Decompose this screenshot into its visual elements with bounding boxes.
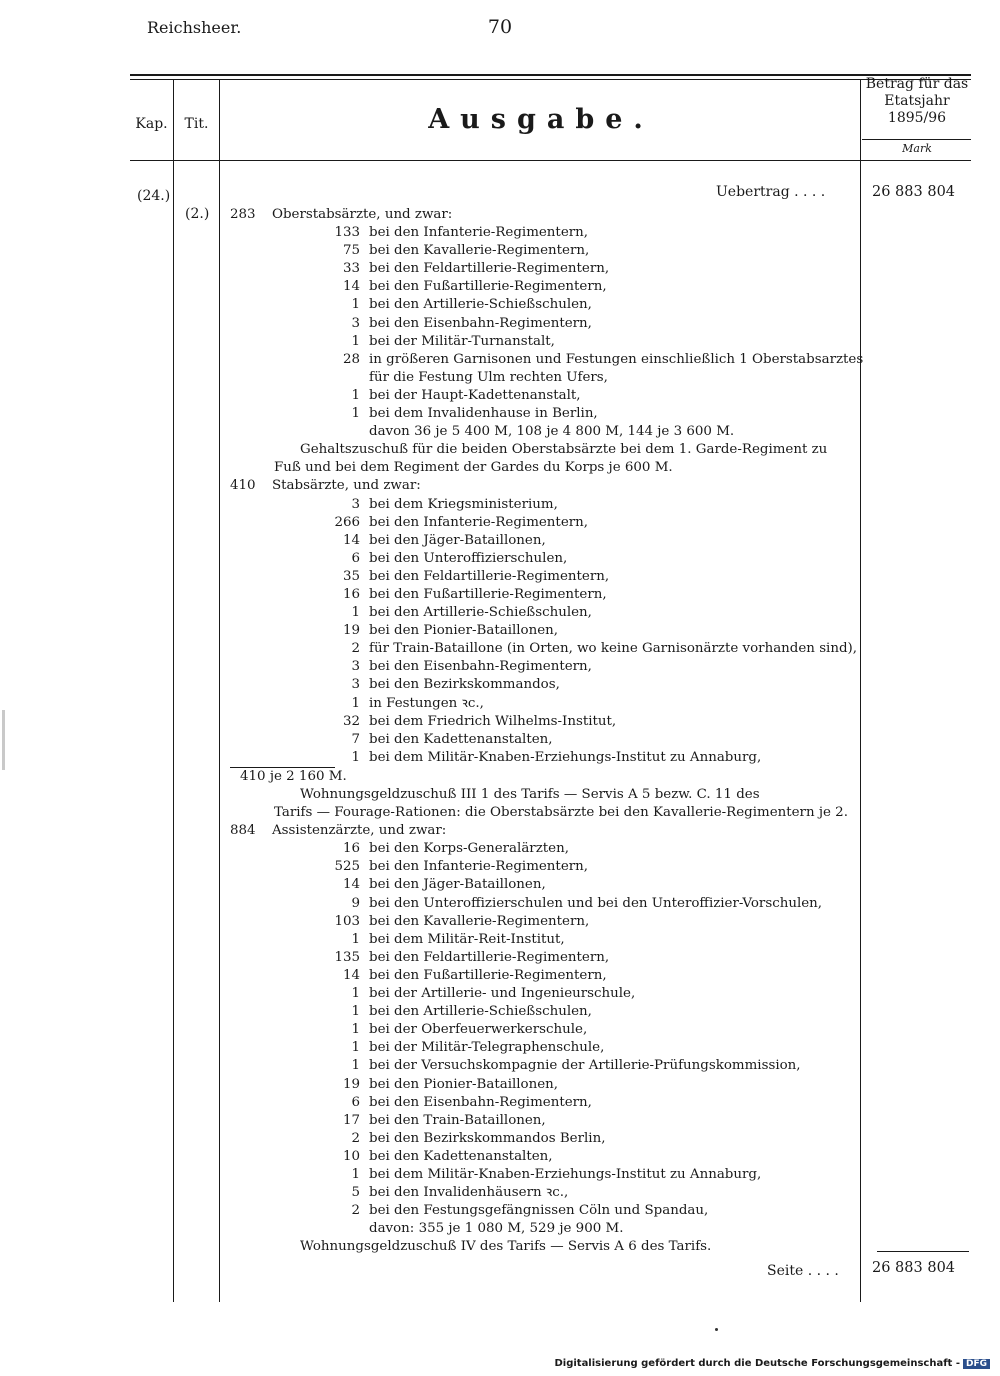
list-item xyxy=(230,713,858,731)
item-text: Assistenzärzte, und zwar: xyxy=(272,823,447,839)
note-line: Wohnungsgeldzuschuß III 1 des Tarifs — Servis A 5 bezw. C. 11 des xyxy=(300,787,760,802)
item-text: bei den Festungsgefängnissen Cöln und Spandau, xyxy=(369,1203,709,1219)
item-text: Oberstabsärzte, und zwar: xyxy=(272,207,453,222)
item-text: bei den Feldartillerie-Regimentern, xyxy=(369,949,610,965)
betrag-unit-rule xyxy=(862,139,971,140)
list-item xyxy=(230,315,858,333)
item-count: 9 xyxy=(351,895,360,911)
item-text: bei den Fußartillerie-Regimentern, xyxy=(369,967,607,983)
item-count: 10 xyxy=(342,1148,360,1164)
expenditure-list xyxy=(230,206,864,1256)
item-count: 1 xyxy=(351,333,360,349)
list-item xyxy=(230,260,858,278)
kap-column-divider xyxy=(173,80,174,1302)
item-text: bei der Militär-Turnanstalt, xyxy=(369,333,555,349)
item-text: bei dem Kriegsministerium, xyxy=(369,496,558,512)
scan-dot xyxy=(715,1328,718,1331)
item-count: 1 xyxy=(351,605,360,621)
continuation-line: davon 36 je 5 400 M, 108 je 4 800 M, 144 je 3 600 M. xyxy=(369,424,735,440)
top-rule-thick xyxy=(130,74,971,76)
list-item xyxy=(230,586,858,604)
continuation-line: davon: 355 je 1 080 M, 529 je 900 M. xyxy=(369,1221,624,1237)
item-text: bei der Militär-Telegraphenschule, xyxy=(369,1040,605,1056)
list-item xyxy=(230,1202,858,1220)
list-item xyxy=(230,405,858,423)
item-text: bei den Eisenbahn-Regimentern, xyxy=(369,659,592,675)
list-item xyxy=(230,913,858,931)
item-count: 525 xyxy=(334,859,360,875)
item-count: 6 xyxy=(351,550,360,566)
list-item xyxy=(230,949,858,967)
betrag-column-heading: Betrag für das Etatsjahr 1895/96 xyxy=(865,76,969,126)
item-text: bei der Haupt-Kadettenanstalt, xyxy=(369,387,581,403)
list-item xyxy=(230,640,858,658)
item-count: 7 xyxy=(351,731,360,747)
item-text: bei den Train-Bataillonen, xyxy=(369,1112,546,1128)
item-text: bei den Infanterie-Regimentern, xyxy=(369,225,589,241)
list-item xyxy=(230,278,858,296)
list-item xyxy=(230,1057,858,1075)
item-text: bei der Versuchskompagnie der Artillerie-Prüfungskommission, xyxy=(369,1058,801,1074)
item-count: 19 xyxy=(342,1076,360,1092)
item-count: 103 xyxy=(334,913,360,929)
item-count: 33 xyxy=(342,261,360,277)
uebertrag-amount: 26 883 804 xyxy=(872,184,956,200)
item-count: 14 xyxy=(342,967,360,983)
item-text: bei dem Friedrich Wilhelms-Institut, xyxy=(369,713,617,729)
list-item xyxy=(230,695,858,713)
kap-column-heading: Kap. xyxy=(135,116,168,132)
item-text: Stabsärzte, und zwar: xyxy=(272,478,421,494)
sum-line: 410 je 2 160 M. xyxy=(230,767,335,786)
item-count: 1 xyxy=(351,986,360,1002)
kap-number: (24.) xyxy=(137,188,171,204)
list-item xyxy=(230,550,858,568)
list-item xyxy=(230,931,858,949)
item-count: 28 xyxy=(342,351,360,367)
item-count: 1 xyxy=(351,297,360,313)
item-count: 1 xyxy=(351,1040,360,1056)
item-count: 75 xyxy=(342,243,360,259)
item-text: bei den Invalidenhäusern ꝛc., xyxy=(369,1185,569,1201)
list-item xyxy=(230,568,858,586)
item-text: bei den Fußartillerie-Regimentern, xyxy=(369,586,607,602)
item-text: bei den Pionier-Bataillonen, xyxy=(369,1076,559,1092)
list-item xyxy=(230,676,858,694)
tit-column-heading: Tit. xyxy=(184,116,209,132)
page-title: Ausgabe. xyxy=(428,104,654,135)
item-count: 1 xyxy=(351,1058,360,1074)
header-bottom-rule xyxy=(130,160,971,161)
item-text: bei den Kadettenanstalten, xyxy=(369,1148,553,1164)
amount-column-divider xyxy=(860,80,861,1302)
item-text: bei dem Militär-Reit-Institut, xyxy=(369,931,565,947)
item-count: 1 xyxy=(351,749,360,765)
item-count: 35 xyxy=(342,568,360,584)
running-head: Reichsheer. xyxy=(147,18,242,37)
item-count: 17 xyxy=(342,1112,360,1128)
rank-group-heading xyxy=(230,822,858,840)
item-text: bei der Artillerie- und Ingenieurschule, xyxy=(369,986,636,1002)
item-count: 1 xyxy=(351,387,360,403)
list-item xyxy=(230,514,858,532)
item-count: 6 xyxy=(351,1094,360,1110)
list-item xyxy=(230,224,858,242)
continuation-line: für die Festung Ulm rechten Ufers, xyxy=(369,369,608,385)
top-rule-thin xyxy=(130,79,971,80)
digitization-footer xyxy=(554,1358,990,1369)
margin-scan-mark xyxy=(2,710,5,770)
page-number: 70 xyxy=(487,16,513,38)
item-text: bei dem Invalidenhause in Berlin, xyxy=(369,406,598,422)
list-item xyxy=(230,387,858,405)
tit-number: (2.) xyxy=(185,206,210,222)
item-text: bei den Eisenbahn-Regimentern, xyxy=(369,1094,592,1110)
list-item xyxy=(230,296,858,314)
item-count: 19 xyxy=(342,623,360,639)
list-item xyxy=(230,532,858,550)
item-count: 1 xyxy=(351,695,360,711)
item-count: 1 xyxy=(351,931,360,947)
note-line: Wohnungsgeldzuschuß IV des Tarifs — Servis A 6 des Tarifs. xyxy=(300,1239,712,1255)
item-text: bei den Kavallerie-Regimentern, xyxy=(369,243,590,259)
item-text: bei den Artillerie-Schießschulen, xyxy=(369,605,592,621)
list-item xyxy=(230,658,858,676)
item-count: 266 xyxy=(334,514,360,530)
list-item xyxy=(230,242,858,260)
list-item xyxy=(230,1094,858,1112)
item-count: 2 xyxy=(351,1203,360,1219)
amount-sum-rule xyxy=(877,1251,969,1252)
note-continuation: Fuß und bei dem Regiment der Gardes du Korps je 600 M. xyxy=(274,460,673,476)
list-item xyxy=(230,967,858,985)
item-count: 2 xyxy=(351,1130,360,1146)
item-count: 1 xyxy=(351,1004,360,1020)
item-text: bei den Unteroffizierschulen, xyxy=(369,550,568,566)
list-item xyxy=(230,858,858,876)
item-text: bei dem Militär-Knaben-Erziehungs-Institut zu Annaburg, xyxy=(369,1166,762,1182)
item-text: bei den Feldartillerie-Regimentern, xyxy=(369,261,610,277)
item-text: bei den Jäger-Bataillonen, xyxy=(369,532,546,548)
dfg-logo: DFG xyxy=(963,1359,990,1369)
list-item xyxy=(230,985,858,1003)
list-item xyxy=(230,1148,858,1166)
list-item xyxy=(230,1076,858,1094)
item-text: bei den Eisenbahn-Regimentern, xyxy=(369,315,592,331)
item-text: bei der Oberfeuerwerkerschule, xyxy=(369,1022,588,1038)
rank-group-heading xyxy=(230,206,858,224)
item-text: bei den Jäger-Bataillonen, xyxy=(369,877,546,893)
list-item xyxy=(230,333,858,351)
item-count: 3 xyxy=(351,659,360,675)
tit-column-divider xyxy=(219,80,220,1302)
item-text: für Train-Bataillone (in Orten, wo keine Garnisonärzte vorhanden sind), xyxy=(369,641,858,657)
list-item xyxy=(230,876,858,894)
item-text: bei den Artillerie-Schießschulen, xyxy=(369,297,592,313)
item-text: bei den Unteroffizierschulen und bei den Unteroffizier-Vorschulen, xyxy=(369,895,823,911)
rank-group-heading xyxy=(230,477,858,495)
item-text: bei den Artillerie-Schießschulen, xyxy=(369,1004,592,1020)
item-text: bei den Korps-Generalärzten, xyxy=(369,841,569,857)
item-count: 283 xyxy=(230,207,256,222)
seite-label: Seite . . . . xyxy=(767,1263,839,1279)
seite-amount: 26 883 804 xyxy=(872,1260,956,1276)
item-text: bei den Kavallerie-Regimentern, xyxy=(369,913,590,929)
uebertrag-label: Uebertrag . . . . xyxy=(716,184,826,200)
item-count: 1 xyxy=(351,406,360,422)
item-text: bei den Feldartillerie-Regimentern, xyxy=(369,568,610,584)
note-line: Gehaltszuschuß für die beiden Oberstabsärzte bei dem 1. Garde-Regiment zu xyxy=(300,442,828,458)
item-count: 1 xyxy=(351,1166,360,1182)
item-text: bei den Pionier-Bataillonen, xyxy=(369,623,559,639)
list-item xyxy=(230,1184,858,1202)
list-item xyxy=(230,1003,858,1021)
item-text: bei den Bezirkskommandos Berlin, xyxy=(369,1130,606,1146)
item-count: 3 xyxy=(351,677,360,693)
list-item xyxy=(230,496,858,514)
item-count: 16 xyxy=(342,586,360,602)
list-item xyxy=(230,1039,858,1057)
item-count: 32 xyxy=(342,713,360,729)
item-count: 5 xyxy=(351,1185,360,1201)
item-text: bei den Bezirkskommandos, xyxy=(369,677,560,693)
item-text: bei den Fußartillerie-Regimentern, xyxy=(369,279,607,295)
note-continuation: Tarifs — Fourage-Rationen: die Oberstabsärzte bei den Kavallerie-Regimentern je 2. xyxy=(274,805,848,821)
item-count: 2 xyxy=(351,641,360,657)
item-count: 410 xyxy=(230,478,256,494)
list-item xyxy=(230,351,864,369)
list-item xyxy=(230,749,858,767)
item-count: 135 xyxy=(334,949,360,965)
list-item xyxy=(230,1021,858,1039)
item-count: 133 xyxy=(334,225,360,241)
item-text: in größeren Garnisonen und Festungen einschließlich 1 Oberstabsarztes xyxy=(369,351,864,367)
item-count: 3 xyxy=(351,496,360,512)
item-count: 3 xyxy=(351,315,360,331)
item-text: in Festungen ꝛc., xyxy=(369,695,484,711)
unit-heading: Mark xyxy=(902,142,932,155)
list-item xyxy=(230,731,858,749)
list-item xyxy=(230,1166,858,1184)
item-count: 884 xyxy=(230,823,256,839)
list-item xyxy=(230,895,858,913)
footer-text: Digitalisierung gefördert durch die Deutsche Forschungsgemeinschaft - xyxy=(554,1358,960,1369)
item-text: bei den Kadettenanstalten, xyxy=(369,731,553,747)
item-text: bei dem Militär-Knaben-Erziehungs-Institut zu Annaburg, xyxy=(369,749,762,765)
item-text: bei den Infanterie-Regimentern, xyxy=(369,859,589,875)
list-item xyxy=(230,1130,858,1148)
item-count: 14 xyxy=(342,877,360,893)
item-count: 14 xyxy=(342,279,360,295)
list-item xyxy=(230,840,858,858)
list-item xyxy=(230,622,858,640)
list-item xyxy=(230,1112,858,1130)
list-item xyxy=(230,604,858,622)
item-count: 1 xyxy=(351,1022,360,1038)
item-count: 14 xyxy=(342,532,360,548)
item-text: bei den Infanterie-Regimentern, xyxy=(369,514,589,530)
item-count: 16 xyxy=(342,841,360,857)
